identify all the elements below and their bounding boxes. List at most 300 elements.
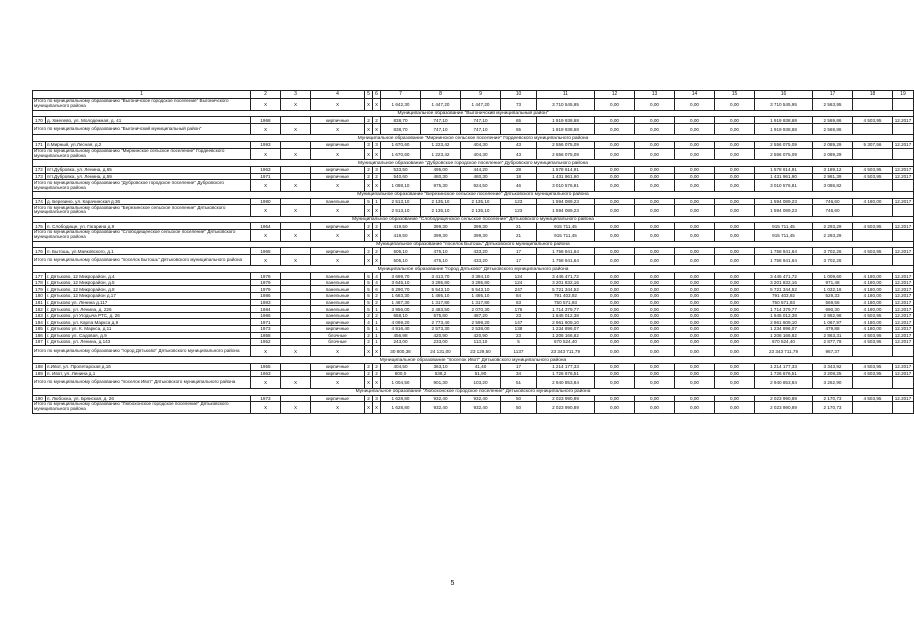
table-cell: X: [311, 99, 365, 111]
table-cell: 0,00: [715, 312, 755, 319]
table-cell: 3 086,82: [813, 180, 853, 192]
table-cell: 2: [365, 223, 373, 230]
table-row: [33, 286, 914, 293]
table-cell: 12.2017: [893, 167, 914, 174]
table-cell: [853, 180, 893, 192]
table-cell: 0,00: [595, 123, 635, 135]
table-cell: 12.2017: [893, 223, 914, 230]
section-title: Муниципальное образование "Дубровское городское поселение" Дубровского муниципального района: [33, 160, 914, 167]
subtotal-row: [33, 99, 914, 111]
table-cell: [281, 279, 311, 286]
table-cell: 183: [33, 312, 46, 319]
table-cell: 50: [501, 395, 537, 402]
table-cell: г. Дятьково, ул Угодыча РТС, д. 26: [46, 312, 251, 319]
table-cell: 0,00: [595, 339, 635, 346]
table-cell: панельные: [311, 293, 365, 300]
table-cell: 243,00: [381, 339, 421, 346]
column-number: 17: [813, 91, 853, 99]
table-cell: 363,10: [421, 364, 461, 371]
table-cell: 1978: [251, 273, 281, 280]
table-cell: 0,00: [595, 286, 635, 293]
table-cell: 0,00: [715, 279, 755, 286]
table-cell: 0,00: [635, 319, 675, 326]
table-cell: 0,00: [675, 117, 715, 124]
table-cell: 0,00: [715, 148, 755, 160]
table-cell: 179: [33, 286, 46, 293]
table-cell: 5 721 344,52: [755, 286, 813, 293]
table-cell: 12.2017: [893, 173, 914, 180]
table-cell: 1 594 089,23: [537, 198, 595, 205]
table-row: [33, 364, 914, 371]
table-cell: 1 645 012,38: [755, 312, 813, 319]
table-cell: 30 800,38: [381, 345, 421, 357]
table-cell: 3 710 545,95: [755, 99, 813, 111]
table-cell: 1 758 941,64: [755, 248, 813, 255]
table-cell: 1 758 941,64: [537, 248, 595, 255]
table-cell: 0,00: [635, 364, 675, 371]
section-title: Муниципальное образование "Любохонское городское поселение" Дятьковского муниципального района: [33, 388, 914, 395]
table-cell: 1 467,30: [381, 299, 421, 306]
table-cell: 444,20: [461, 167, 501, 174]
table-cell: [281, 286, 311, 293]
table-cell: 0,00: [595, 293, 635, 300]
table-cell: 2 023 990,89: [755, 395, 813, 402]
subtotal-row: [33, 345, 914, 357]
section-title: Муниципальное образование "поселок Бытошь" Дятьковского муниципального района: [33, 241, 914, 248]
table-cell: 1 223,42: [421, 148, 461, 160]
table-cell: 4 503,95: [853, 395, 893, 402]
table-cell: X: [365, 148, 373, 160]
table-cell: 0,00: [635, 230, 675, 242]
table-cell: 1 214 177,33: [537, 364, 595, 371]
table-cell: 399,30: [461, 230, 501, 242]
table-cell: 1 214 177,33: [755, 364, 813, 371]
table-cell: [893, 254, 914, 266]
table-cell: 1 919 938,68: [537, 117, 595, 124]
table-cell: 2 556 075,09: [755, 142, 813, 149]
table-cell: 185: [33, 325, 46, 332]
table-cell: 2 483,50: [421, 306, 461, 313]
table-cell: 2: [373, 370, 381, 377]
table-cell: 2 556 075,09: [537, 148, 595, 160]
table-cell: 2: [373, 117, 381, 124]
table-cell: п.Ивот, ул. Пролетарская д.16: [46, 364, 251, 371]
table-cell: 2 556 075,09: [537, 142, 595, 149]
table-cell: [893, 180, 914, 192]
subtotal-label: Итого по муниципальному образованию "город Дятьково" Дятьковского муниципального района: [33, 345, 251, 357]
table-cell: 4 503,95: [853, 339, 893, 346]
table-cell: 1 009,60: [813, 273, 853, 280]
table-cell: X: [311, 123, 365, 135]
subtotal-label: Итого по муниципальному образованию "Любохонское городское поселение" Дятьковского муниципального района: [33, 402, 251, 414]
table-cell: п. Любохна, ул. Брянская, д. 26: [46, 395, 251, 402]
table-cell: 0,00: [635, 148, 675, 160]
table-cell: 12.2017: [893, 319, 914, 326]
table-cell: 0,00: [635, 293, 675, 300]
table-cell: 0,00: [595, 273, 635, 280]
table-cell: 4 180,00: [853, 293, 893, 300]
table-cell: [281, 395, 311, 402]
table-cell: 0,00: [715, 273, 755, 280]
table-cell: 2: [365, 167, 373, 174]
table-cell: 2: [365, 332, 373, 339]
table-cell: 0,00: [675, 148, 715, 160]
table-cell: X: [281, 402, 311, 414]
table-cell: 3 446 471,72: [755, 273, 813, 280]
table-cell: п. Бытошь, ул.Маяковского, д.1: [46, 248, 251, 255]
table-cell: 0,00: [595, 142, 635, 149]
table-cell: 4 180,00: [853, 319, 893, 326]
column-number: 11: [537, 91, 595, 99]
table-cell: X: [373, 377, 381, 389]
table-cell: 0,00: [595, 198, 635, 205]
table-cell: 2: [365, 248, 373, 255]
table-cell: [281, 142, 311, 149]
table-cell: 487,20: [461, 312, 501, 319]
table-row: [33, 319, 914, 326]
table-cell: X: [251, 230, 281, 242]
subtotal-row: [33, 180, 914, 192]
table-cell: 0,00: [595, 279, 635, 286]
table-cell: 1 628,80: [381, 402, 421, 414]
table-cell: 0,00: [595, 254, 635, 266]
table-cell: 2 862,98: [813, 312, 853, 319]
section-header-row: [33, 241, 914, 248]
table-cell: 505,10: [381, 248, 421, 255]
table-row: [33, 332, 914, 339]
table-cell: 1 234 896,07: [755, 325, 813, 332]
column-number: 18: [853, 91, 893, 99]
table-cell: [281, 312, 311, 319]
table-cell: 1 683,30: [381, 293, 421, 300]
table-cell: 2 023 990,89: [537, 402, 595, 414]
table-cell: [281, 173, 311, 180]
column-number: 9: [461, 91, 501, 99]
table-cell: 28: [501, 167, 537, 174]
table-cell: 1 578 614,91: [755, 167, 813, 174]
column-number: 5: [365, 91, 373, 99]
section-header-row: [33, 357, 914, 364]
table-cell: г. Дятьково, 12 Микрорайон д.17: [46, 293, 251, 300]
table-cell: 0,00: [635, 248, 675, 255]
table-cell: 2 170,73: [813, 402, 853, 414]
table-cell: 838,70: [381, 117, 421, 124]
table-cell: 0,00: [675, 167, 715, 174]
table-cell: 1 645 012,38: [537, 312, 595, 319]
table-cell: 791 403,92: [537, 293, 595, 300]
table-cell: 3 645,10: [381, 279, 421, 286]
table-cell: 2 293,29: [813, 223, 853, 230]
table-cell: 1 206 166,82: [755, 332, 813, 339]
table-cell: [281, 198, 311, 205]
table-cell: 419,50: [381, 223, 421, 230]
table-cell: 4 503,95: [853, 167, 893, 174]
table-cell: 3: [373, 167, 381, 174]
table-cell: [893, 230, 914, 242]
table-cell: [893, 402, 914, 414]
table-cell: пгт.Дубровка, ул. Ленина, д.65: [46, 167, 251, 174]
table-cell: 4 503,95: [853, 370, 893, 377]
table-cell: 0,00: [675, 205, 715, 217]
table-cell: 0,00: [715, 325, 755, 332]
table-row: [33, 339, 914, 346]
table-cell: 3 956,00: [381, 306, 421, 313]
table-cell: 4 180,00: [853, 286, 893, 293]
table-cell: 2: [373, 223, 381, 230]
table-cell: 1 578 614,91: [537, 167, 595, 174]
table-cell: X: [311, 205, 365, 217]
table-cell: г. Дятьково ул. К. Маркса, д.11: [46, 325, 251, 332]
table-cell: 5 307,56: [853, 142, 893, 149]
table-cell: 2: [373, 299, 381, 306]
table-cell: панельные: [311, 279, 365, 286]
table-cell: 0,00: [595, 312, 635, 319]
table-cell: п. Слободище, ул. Гагарина д.9: [46, 223, 251, 230]
table-cell: 1 670,60: [381, 142, 421, 149]
table-cell: 0,00: [635, 223, 675, 230]
table-cell: 1 594 089,23: [755, 205, 813, 217]
table-cell: X: [251, 99, 281, 111]
table-cell: 1979: [251, 279, 281, 286]
table-cell: X: [281, 123, 311, 135]
table-cell: [281, 325, 311, 332]
table-row: [33, 273, 914, 280]
table-cell: X: [373, 254, 381, 266]
column-number: 2: [251, 91, 281, 99]
table-cell: кирпичные: [311, 248, 365, 255]
table-cell: 1 726 676,51: [755, 370, 813, 377]
table-cell: 1973: [251, 325, 281, 332]
table-cell: 2 023 990,89: [755, 402, 813, 414]
table-cell: 0,00: [675, 248, 715, 255]
table-cell: 12.2017: [893, 370, 914, 377]
subtotal-label: Итого по муниципальному образованию "Мирнинское сельское поселение" Гордеевского муниципального района: [33, 148, 251, 160]
table-cell: 529,33: [813, 293, 853, 300]
table-cell: 915 711,45: [755, 230, 813, 242]
table-cell: кирпичные: [311, 173, 365, 180]
table-cell: 420,90: [421, 332, 461, 339]
table-cell: 103,20: [461, 377, 501, 389]
table-cell: 0,00: [715, 339, 755, 346]
table-cell: 2 981,39: [813, 173, 853, 180]
table-cell: панельные: [311, 306, 365, 313]
table-cell: 0,00: [675, 99, 715, 111]
table-cell: 177: [33, 273, 46, 280]
table-cell: 5: [501, 339, 537, 346]
subtotal-label: Итого по муниципальному образованию "Выгоничское городское поселение" Выгоничского муниципального района: [33, 99, 251, 111]
table-cell: 3 343,92: [813, 364, 853, 371]
table-cell: 4 180,00: [853, 306, 893, 313]
table-cell: X: [251, 402, 281, 414]
table-cell: 0,00: [635, 99, 675, 111]
table-cell: 0,00: [675, 273, 715, 280]
table-cell: 475,10: [421, 248, 461, 255]
table-cell: 0,00: [715, 286, 755, 293]
table-cell: 0,00: [675, 142, 715, 149]
table-cell: 670 524,40: [755, 339, 813, 346]
table-cell: 1 642,30: [381, 99, 421, 111]
table-cell: 123: [501, 198, 537, 205]
section-header-row: [33, 191, 914, 198]
table-cell: 3 702,26: [813, 254, 853, 266]
section-title: Муниципальное образование "Слободищенское сельское поселение" Дятьковского муниципального района: [33, 216, 914, 223]
table-cell: 0,00: [715, 402, 755, 414]
table-cell: 4 180,00: [853, 279, 893, 286]
table-cell: X: [281, 254, 311, 266]
table-cell: 1963: [251, 167, 281, 174]
table-cell: 2 089,29: [813, 142, 853, 149]
table-cell: кирпичные: [311, 325, 365, 332]
table-cell: 1 919 938,68: [537, 123, 595, 135]
table-cell: 181: [33, 299, 46, 306]
subtotal-label: Итого по муниципальному образованию "Слободищенское сельское поселение" Дятьковского муниципального района: [33, 230, 251, 242]
table-cell: [281, 299, 311, 306]
table-cell: 3 295,80: [421, 279, 461, 286]
table-cell: [853, 205, 893, 217]
table-cell: 1 206 166,82: [537, 332, 595, 339]
table-cell: 0,00: [675, 395, 715, 402]
table-cell: 4 503,95: [853, 223, 893, 230]
table-cell: [281, 332, 311, 339]
table-cell: 2 135,10: [421, 198, 461, 205]
table-cell: 4 180,00: [853, 299, 893, 306]
table-cell: 0,00: [715, 230, 755, 242]
table-cell: 1 919 938,68: [755, 117, 813, 124]
table-cell: X: [311, 230, 365, 242]
table-cell: 2: [373, 173, 381, 180]
table-cell: 5: [365, 273, 373, 280]
table-cell: 1993: [251, 142, 281, 149]
table-cell: X: [365, 345, 373, 357]
table-cell: 495,00: [421, 167, 461, 174]
table-cell: 12.2017: [893, 312, 914, 319]
table-cell: 399,30: [421, 230, 461, 242]
table-cell: 2 877,79: [813, 339, 853, 346]
table-cell: панельные: [311, 273, 365, 280]
table-cell: блочные: [311, 339, 365, 346]
table-cell: 1986: [251, 312, 281, 319]
table-cell: 750 571,93: [537, 299, 595, 306]
table-row: [33, 173, 914, 180]
table-cell: [893, 123, 914, 135]
table-cell: 186: [33, 332, 46, 339]
table-cell: 0,00: [675, 325, 715, 332]
table-cell: 0,00: [595, 370, 635, 377]
table-cell: 2: [365, 364, 373, 371]
table-cell: 34: [501, 370, 537, 377]
table-cell: 124: [501, 279, 537, 286]
table-cell: 4 069,20: [381, 319, 421, 326]
table-cell: 433,20: [461, 254, 501, 266]
table-cell: 1965: [251, 248, 281, 255]
column-number: 1: [33, 91, 251, 99]
table-cell: 747,10: [461, 117, 501, 124]
table-row: [33, 279, 914, 286]
table-cell: 171: [33, 142, 46, 149]
table-cell: 0,00: [715, 319, 755, 326]
subtotal-row: [33, 377, 914, 389]
section-header-row: [33, 266, 914, 273]
table-cell: кирпичные: [311, 167, 365, 174]
table-cell: 18: [501, 173, 537, 180]
table-cell: г. Дятьково ул. Садовая, д.9: [46, 332, 251, 339]
table-cell: 1 726 676,51: [537, 370, 595, 377]
table-cell: [281, 293, 311, 300]
table-cell: 51,90: [461, 370, 501, 377]
table-cell: 2 863,31: [813, 332, 853, 339]
table-cell: 746,60: [813, 198, 853, 205]
table-cell: 1: [373, 319, 381, 326]
table-cell: 505,10: [381, 254, 421, 266]
table-cell: 0,00: [595, 325, 635, 332]
page-number: 5: [450, 580, 455, 587]
table-cell: X: [311, 377, 365, 389]
table-cell: 4: [373, 279, 381, 286]
column-number: 13: [635, 91, 675, 99]
table-cell: 23: [501, 312, 537, 319]
table-cell: [853, 123, 893, 135]
table-cell: 1 032,16: [813, 286, 853, 293]
table-cell: 540,60: [381, 173, 421, 180]
table-cell: 12.2017: [893, 198, 914, 205]
table-cell: 2 135,10: [421, 205, 461, 217]
table-cell: 1952: [251, 339, 281, 346]
table-cell: X: [281, 205, 311, 217]
table-cell: 2 961 609,10: [755, 319, 813, 326]
table-cell: 2 513,10: [381, 198, 421, 205]
table-cell: 0,00: [675, 293, 715, 300]
table-cell: 3 710 545,95: [537, 99, 595, 111]
table-cell: 2 023 990,89: [537, 395, 595, 402]
table-cell: 178: [33, 279, 46, 286]
table-cell: 2 573,30: [421, 325, 461, 332]
table-cell: 12.2017: [893, 306, 914, 313]
table-cell: 3: [373, 395, 381, 402]
table-cell: 746,60: [813, 205, 853, 217]
table-cell: 5: [365, 279, 373, 286]
table-cell: д. Березино, ул. Карачинская д.36: [46, 198, 251, 205]
section-header-row: [33, 135, 914, 142]
table-cell: 113,10: [461, 339, 501, 346]
table-cell: 0,00: [675, 306, 715, 313]
table-cell: [893, 205, 914, 217]
table-cell: [281, 167, 311, 174]
table-cell: 187: [33, 339, 46, 346]
table-cell: кирпичные: [311, 370, 365, 377]
table-cell: 1 670,60: [381, 148, 421, 160]
table-cell: X: [251, 205, 281, 217]
table-row: [33, 370, 914, 377]
table-cell: X: [365, 205, 373, 217]
table-cell: 3 208,25: [813, 370, 853, 377]
table-cell: 65: [501, 117, 537, 124]
table-cell: 433,20: [461, 248, 501, 255]
table-row: [33, 312, 914, 319]
table-cell: 419,50: [381, 230, 421, 242]
table-cell: 0,00: [715, 395, 755, 402]
table-cell: 3 413,70: [421, 273, 461, 280]
table-cell: 4 503,95: [853, 364, 893, 371]
table-cell: 0,00: [635, 339, 675, 346]
table-cell: 73: [501, 99, 537, 111]
table-cell: 12.2017: [893, 286, 914, 293]
table-cell: 4 503,95: [853, 173, 893, 180]
table-cell: 3 295,80: [461, 279, 501, 286]
table-cell: 0,00: [635, 286, 675, 293]
table-cell: 0,00: [635, 205, 675, 217]
table-cell: кирпичные: [311, 364, 365, 371]
table-cell: 0,00: [675, 312, 715, 319]
